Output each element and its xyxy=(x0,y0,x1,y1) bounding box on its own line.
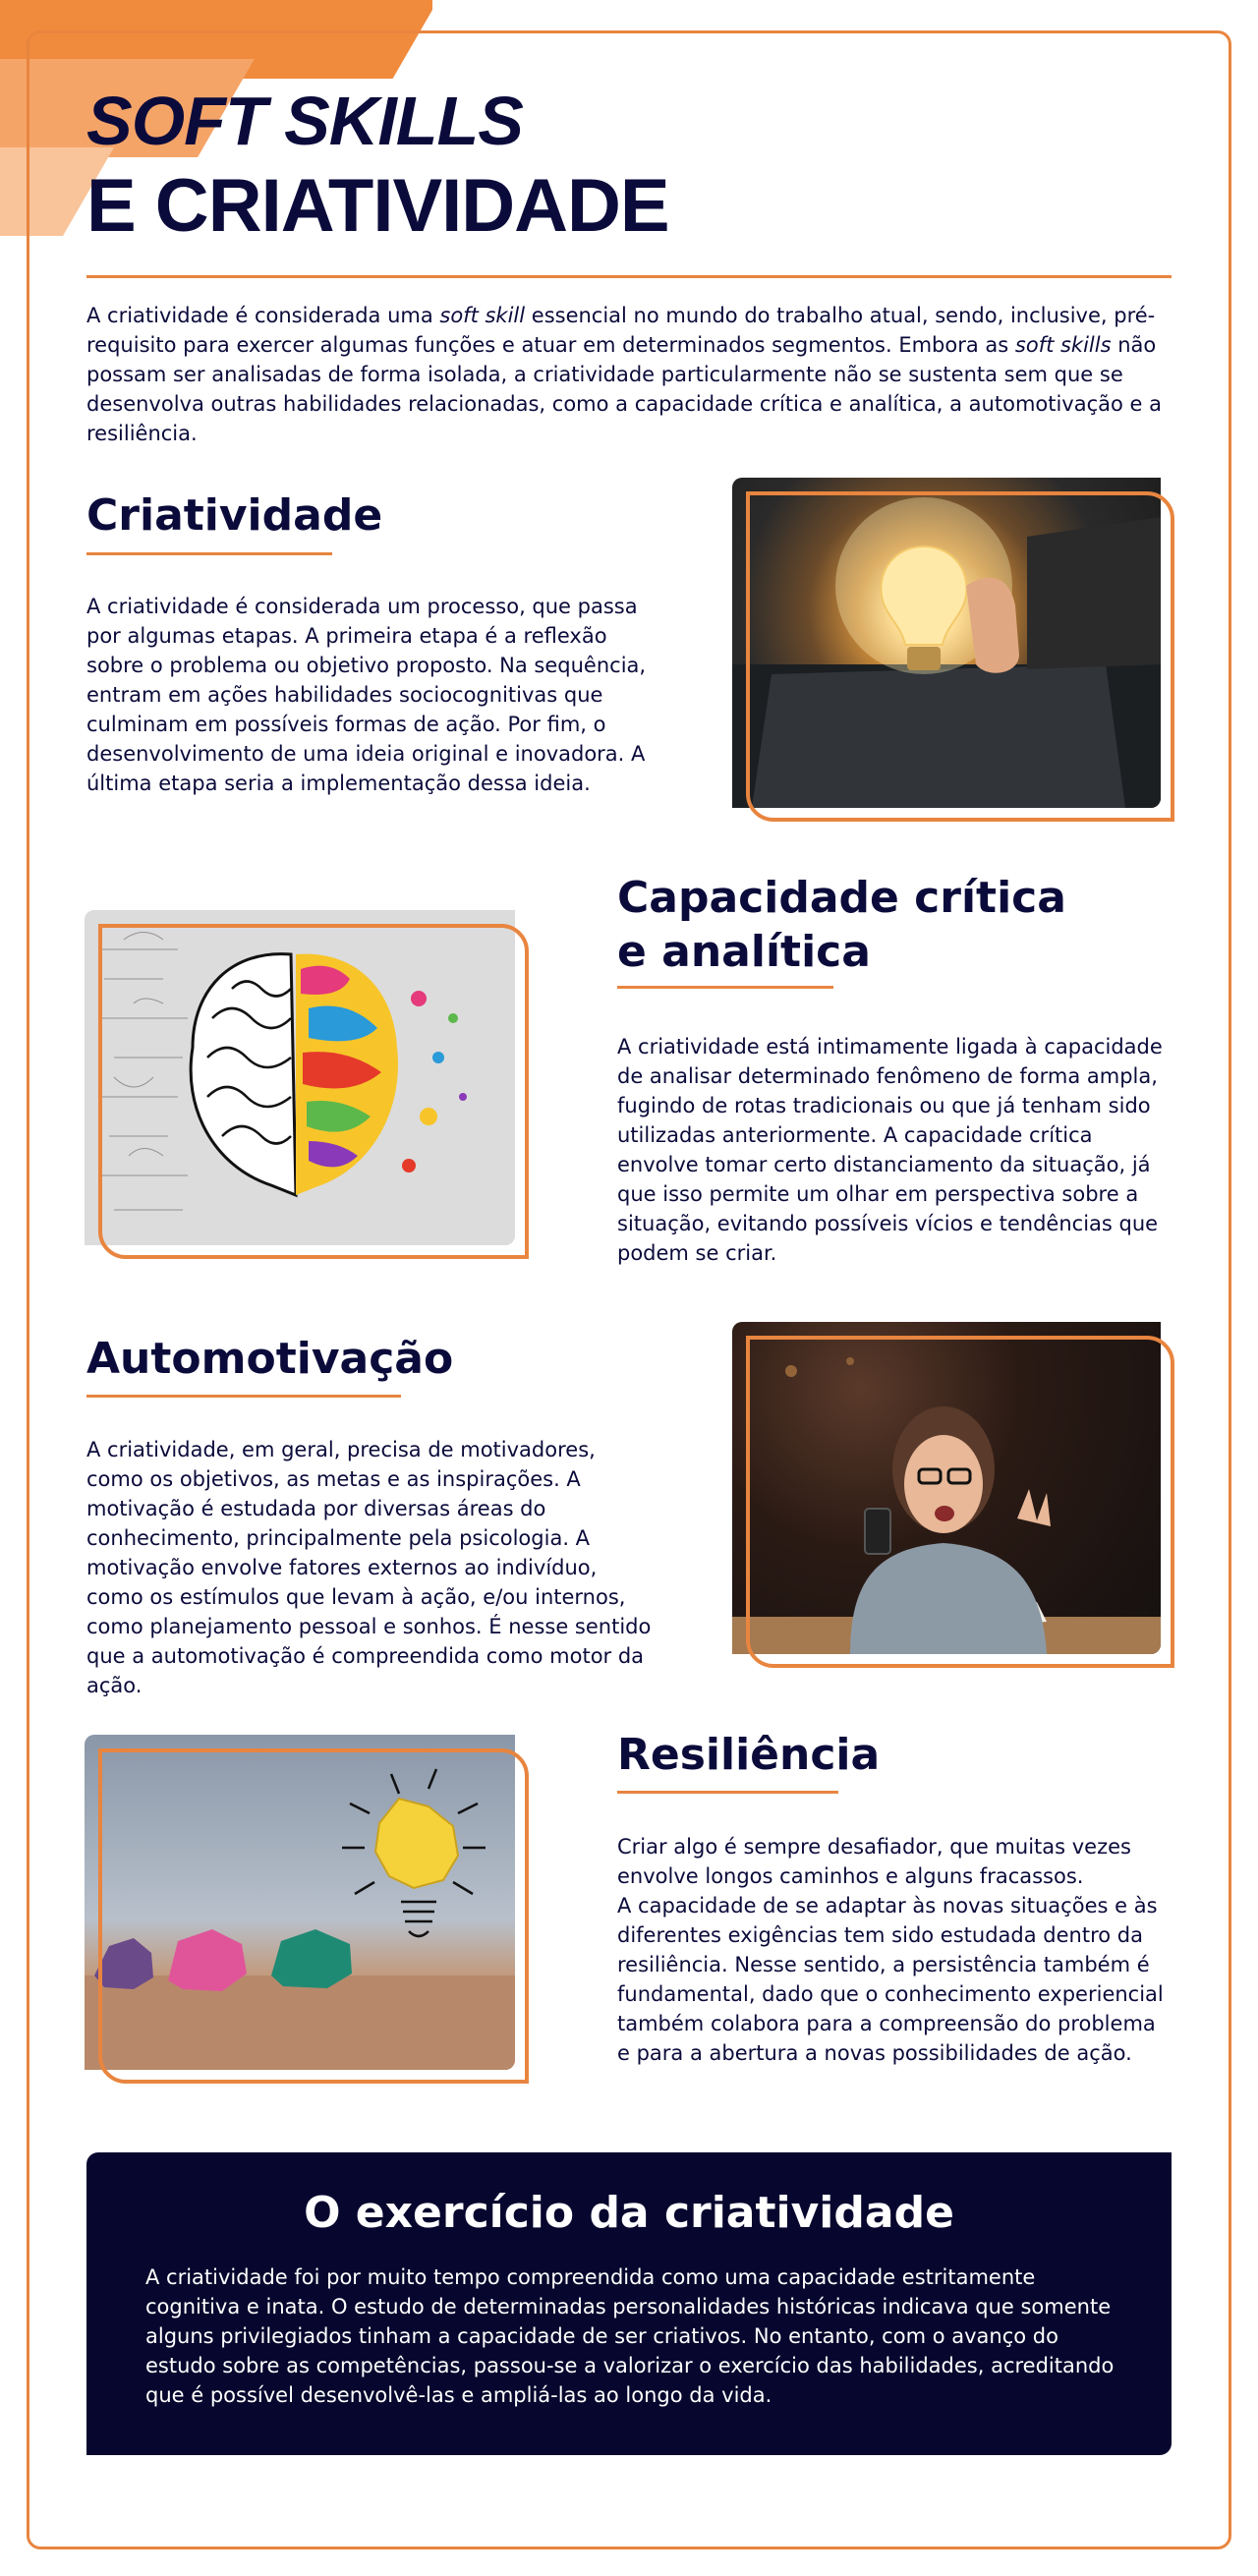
section-title-capacidade-line1: Capacidade crítica xyxy=(617,873,1066,923)
page-title-line2: E CRIATIVIDADE xyxy=(86,164,669,248)
section-text-resiliencia: Criar algo é sempre desafiador, que muitas vezes envolve longos caminhos e alguns fracassos. A capacidade de se adaptar às novas situações e às diferentes exigências tem sido estudada dentro da resiliência. Nesse sentido, a persistência também é fundamental, dado que o conhecimento experiencial também colabora para a compreensão do problema e para a abertura a novas possibilidades de ação. xyxy=(617,1835,1164,2065)
section-text-criatividade: A criatividade é considerada um processo, que passa por algumas etapas. A primeira etapa é a reflexão sobre o problema ou objetivo proposto. Na sequência, entram em ações habilidades sociocognitivas que culminam em possíveis formas de ação. Por fim, o desenvolvimento de uma ideia original e inovadora. A última etapa seria a implementação dessa ideia. xyxy=(86,595,647,795)
exercise-panel xyxy=(86,2152,1172,2455)
section-title-capacidade-line2: e analítica xyxy=(617,927,871,977)
section-title-resiliencia: Resiliência xyxy=(617,1730,881,1780)
section-title-automotivacao: Automotivação xyxy=(86,1334,454,1384)
lightbulb-photo xyxy=(732,478,1174,822)
panel-title: O exercício da criatividade xyxy=(304,2188,954,2238)
section-text-automotivacao: A criatividade, em geral, precisa de motivadores, como os objetivos, as metas e as inspirações. A motivação é estudada por diversas áreas do conhecimento, principalmente pela psicologia. A motivação envolve fatores externos ao indivíduo, como os estímulos que levam à ação, e/ou internos, como planejamento pessoal e sonhos. É nesse sentido que a automotivação é compreendida como motor da ação. xyxy=(86,1438,652,1697)
title-divider xyxy=(86,275,1172,278)
intro-paragraph: A criatividade é considerada uma soft skill essencial no mundo do trabalho atual, sendo, inclusive, pré-requisito para exercer algumas funções e atuar em determinados segmentos. Embora as soft skills não possam ser analisadas de forma isolada, a criatividade particularmente não se sustenta sem que se desenvolva outras habilidades relacionadas, como a capacidade crítica e analítica, a automotivação e a resiliência. xyxy=(86,304,1163,445)
panel-text: A criatividade foi por muito tempo compreendida como uma capacidade estritamente cognitiva e inata. O estudo de determinadas personalidades históricas indicava que somente alguns privilegiados tinham a capacidade de ser criativos. No entanto, com o avanço do estudo sobre as competências, passou-se a valorizar o exercício das habilidades, acreditando que é possível desenvolvê-las e ampliá-las ao longo da vida. xyxy=(145,2265,1115,2407)
woman-phone-photo xyxy=(732,1322,1174,1668)
section-underline xyxy=(617,986,833,989)
section-underline xyxy=(617,1791,838,1794)
section-underline xyxy=(86,1395,401,1398)
brain-illustration xyxy=(85,910,529,1259)
section-title-criatividade: Criatividade xyxy=(86,490,383,541)
crumpled-paper-photo xyxy=(85,1735,529,2084)
section-underline xyxy=(86,552,332,555)
section-text-capacidade: A criatividade está intimamente ligada à capacidade de analisar determinado fenômeno de forma ampla, fugindo de rotas tradicionais ou que já tenham sido utilizadas anteriormente. A capacidade crítica envolve tomar certo distanciamento da situação, já que isso permite um olhar em perspectiva sobre a situação, evitando possíveis vícios e tendências que podem se criar. xyxy=(617,1035,1163,1265)
page-title-line1: SOFT SKILLS xyxy=(86,83,523,159)
